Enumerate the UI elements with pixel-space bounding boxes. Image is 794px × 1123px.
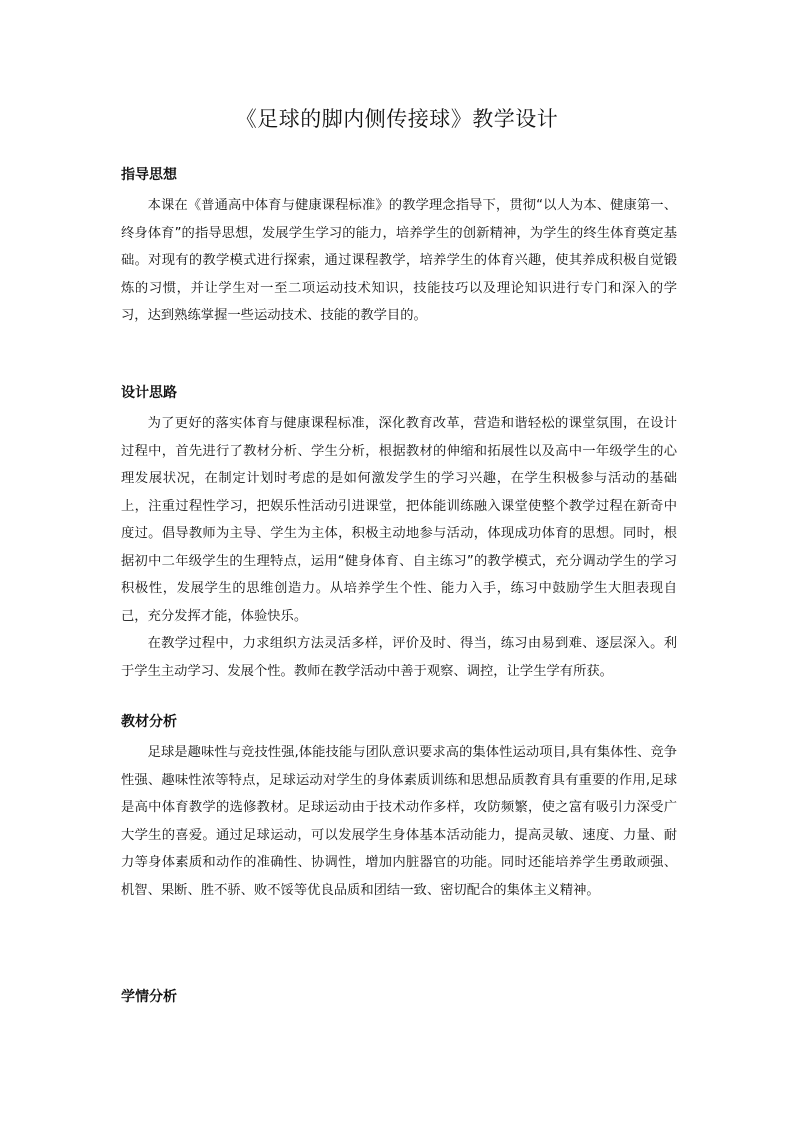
section-material-analysis: [121, 711, 677, 904]
section-heading: 指导思想: [121, 167, 177, 183]
section-heading: 学情分析: [121, 989, 177, 1005]
paragraph: 足球是趣味性与竞技性强,体能技能与团队意识要求高的集体性运动项目,具有集体性、竞争性强、趣味性浓等特点，足球运动对学生的身体素质训练和思想品质教育具有重要的作用,足球是高中体育教学的选修教材。足球运动由于技术动作多样，攻防频繁，使之富有吸引力深受广大学生的喜爱。通过足球运动，可以发展学生身体基本活动能力，提高灵敏、速度、力量、耐力等身体素质和动作的准确性、协调性，增加内脏器官的功能。同时还能培养学生勇敢顽强、机智、果断、胜不骄、败不馁等优良品质和团结一致、密切配合的集体主义精神。: [121, 745, 677, 898]
paragraph: 本课在《普通高中体育与健康课程标准》的教学理念指导下，贯彻“以人为本、健康第一、终身体育”的指导思想，发展学生学习的能力，培养学生的创新精神，为学生的终生体育奠定基础。对现有的教学模式进行探索，通过课程教学，培养学生的体育兴趣，使其养成积极自觉锻炼的习惯，并让学生对一至二项运动技术知识，技能技巧以及理论知识进行专门和深入的学习，达到熟练掌握一些运动技术、技能的教学目的。: [121, 198, 677, 323]
section-guiding-ideology: [121, 164, 677, 330]
section-heading: 设计思路: [121, 385, 177, 401]
section-design-approach: [121, 382, 677, 685]
section-heading: 教材分析: [121, 714, 177, 730]
paragraph: 为了更好的落实体育与健康课程标准，深化教育改革，营造和谐轻松的课堂氛围，在设计过程中，首先进行了教材分析、学生分析，根据教材的伸缩和拓展性以及高中一年级学生的心理发展状况，在制定计划时考虑的是如何激发学生的学习兴趣，在学生积极参与活动的基础上，注重过程性学习，把娱乐性活动引进课堂，把体能训练融入课堂使整个教学过程在新奇中度过。倡导教师为主导、学生为主体，积极主动地参与活动，体现成功体育的思想。同时，根据初中二年级学生的生理特点，运用“健身体育、自主练习”的教学模式，充分调动学生的学习积极性，发展学生的思维创造力。从培养学生个性、能力入手，练习中鼓励学生大胆表现自己，充分发挥才能，体验快乐。: [121, 416, 677, 624]
document-title: 《足球的脚内侧传接球》教学设计: [235, 107, 559, 131]
paragraph: 在教学过程中，力求组织方法灵活多样，评价及时、得当，练习由易到难、逐层深入。利于学生主动学习、发展个性。教师在教学活动中善于观察、调控，让学生学有所获。: [121, 636, 677, 679]
section-student-analysis: [121, 986, 677, 1014]
